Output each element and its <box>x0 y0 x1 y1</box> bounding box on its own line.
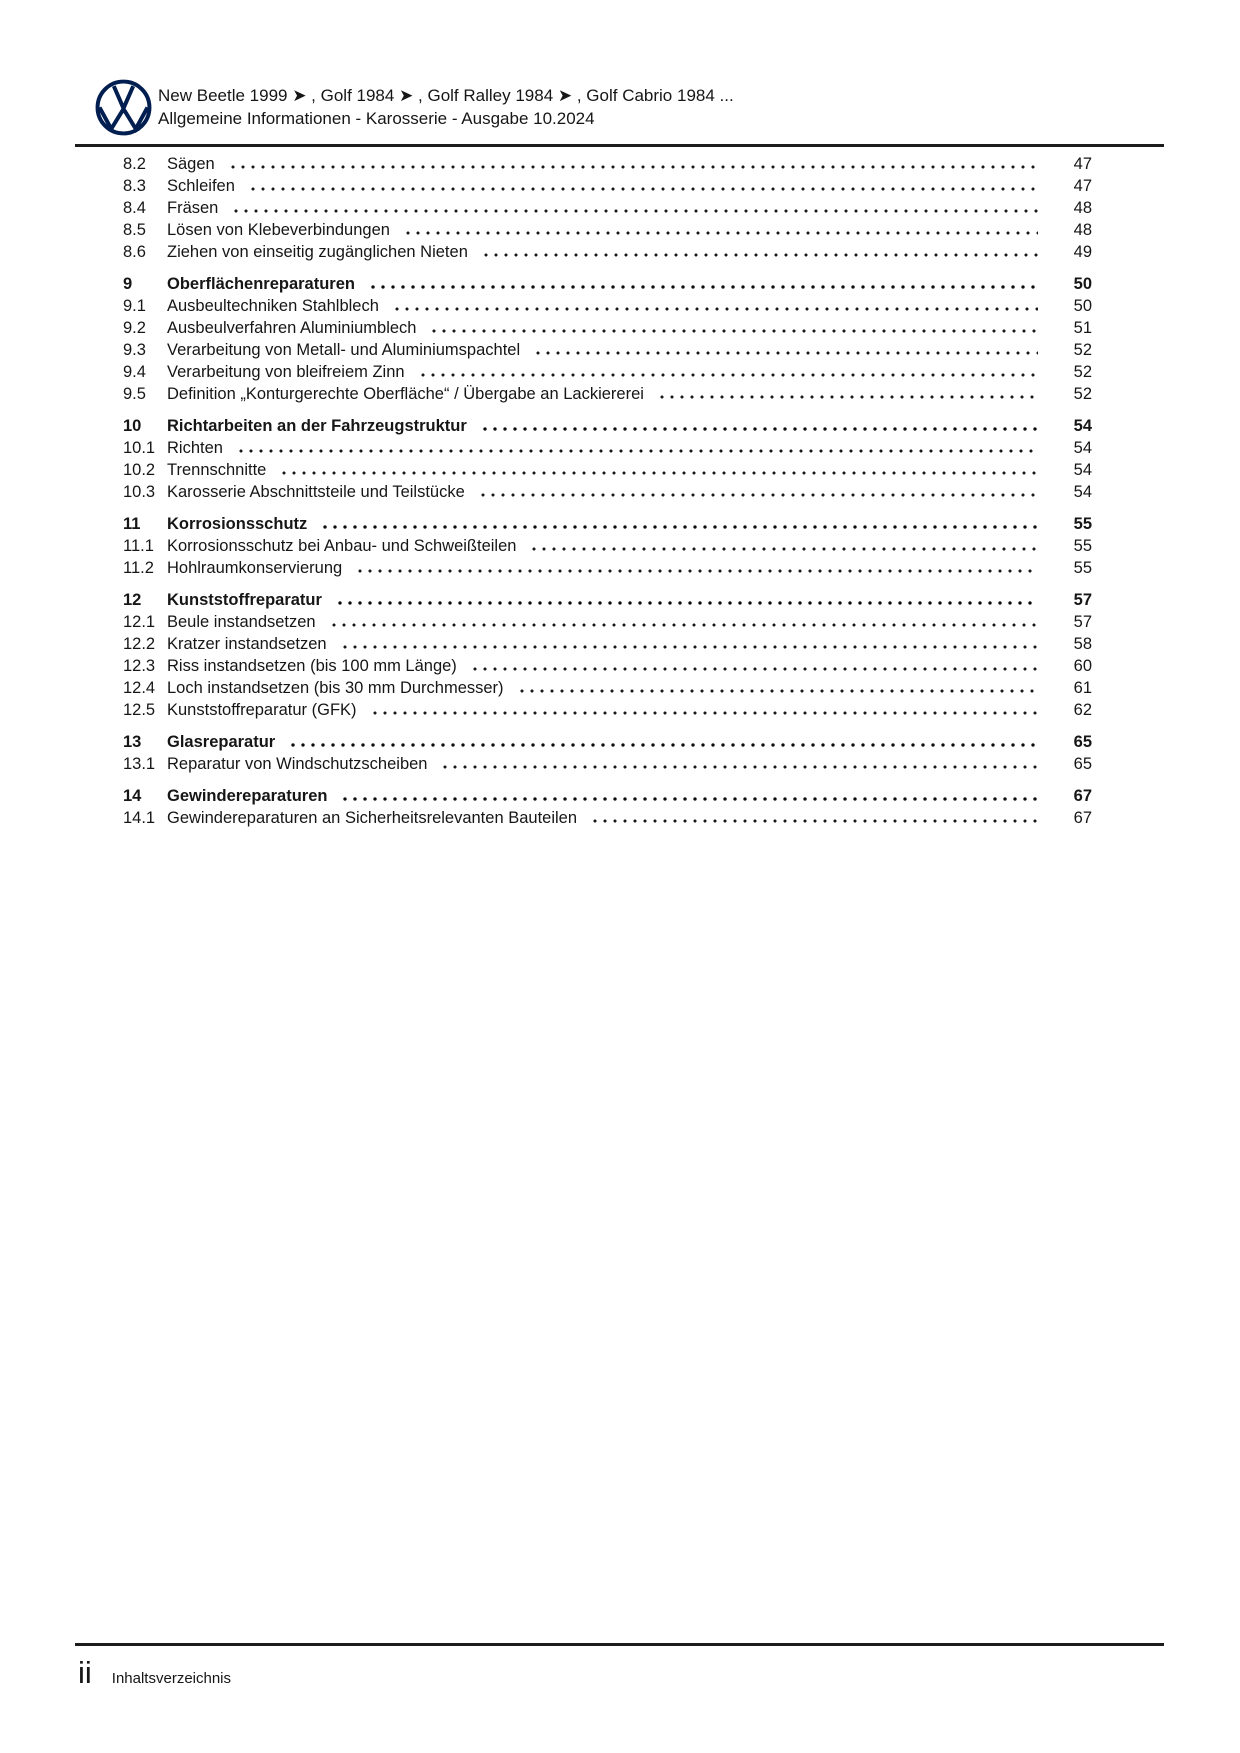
toc-entry-number: 9.4 <box>123 363 146 381</box>
toc-dot-leader <box>481 253 1038 257</box>
toc-entry-number: 13 <box>123 733 142 751</box>
toc-row <box>123 807 1092 829</box>
toc-row <box>123 361 1092 383</box>
toc-entry-number: 12.5 <box>123 701 156 719</box>
toc-entry-title: Definition „Konturgerechte Oberfläche“ / Übergabe an Lackiererei <box>167 385 644 403</box>
toc-entry-number: 10.1 <box>123 439 156 457</box>
toc-row <box>123 339 1092 361</box>
toc-entry-page: 55 <box>1073 559 1092 577</box>
toc-dot-leader <box>440 765 1038 769</box>
toc-row <box>123 633 1092 655</box>
toc-entry-page: 62 <box>1073 701 1092 719</box>
toc-dot-leader <box>470 667 1038 671</box>
toc-row <box>123 197 1092 219</box>
toc-entry-number: 12.1 <box>123 613 156 631</box>
toc-entry-page: 67 <box>1073 787 1092 805</box>
toc-entry-title: Fräsen <box>167 199 219 217</box>
toc-dot-leader <box>355 569 1038 573</box>
toc-entry-title: Riss instandsetzen (bis 100 mm Länge) <box>167 657 457 675</box>
toc-dot-leader <box>533 351 1038 355</box>
toc-entry-number: 11 <box>123 515 141 533</box>
toc-dot-leader <box>320 525 1038 529</box>
toc-entry-page: 52 <box>1073 341 1092 359</box>
toc-entry-number: 8.3 <box>123 177 146 195</box>
toc-row <box>123 481 1092 503</box>
toc-entry-page: 52 <box>1073 363 1092 381</box>
toc-entry-number: 12.3 <box>123 657 156 675</box>
toc-entry-title: Korrosionsschutz bei Anbau- und Schweißteilen <box>167 537 517 555</box>
toc-entry-page: 49 <box>1073 243 1092 261</box>
footer-section-label: Inhaltsverzeichnis <box>111 1670 232 1687</box>
toc-entry-page: 57 <box>1073 613 1092 631</box>
toc-entry-number: 12.2 <box>123 635 156 653</box>
toc-row <box>123 535 1092 557</box>
toc-row <box>123 753 1092 775</box>
toc-entry-title: Kunststoffreparatur (GFK) <box>167 701 357 719</box>
toc-dot-leader <box>517 689 1038 693</box>
toc-dot-leader <box>657 395 1038 399</box>
toc-entry-title: Gewindereparaturen an Sicherheitsrelevanten Bauteilen <box>167 809 578 827</box>
toc-entry-page: 61 <box>1073 679 1092 697</box>
toc-dot-leader <box>329 623 1038 627</box>
toc-entry-number: 8.5 <box>123 221 146 239</box>
toc-entry-number: 9.5 <box>123 385 146 403</box>
toc-entry-page: 50 <box>1073 297 1092 315</box>
toc-row <box>123 153 1092 175</box>
toc-entry-number: 8.6 <box>123 243 146 261</box>
toc-entry-page: 47 <box>1073 155 1092 173</box>
toc-dot-leader <box>429 329 1038 333</box>
toc-list <box>123 153 1092 829</box>
footer-page-number: ii <box>78 1655 92 1690</box>
toc-dot-leader <box>231 209 1038 213</box>
toc-row <box>123 513 1092 535</box>
toc-entry-title: Loch instandsetzen (bis 30 mm Durchmesser) <box>167 679 504 697</box>
toc-row <box>123 731 1092 753</box>
toc-dot-leader <box>340 797 1038 801</box>
toc-entry-title: Ausbeultechniken Stahlblech <box>167 297 379 315</box>
toc-row <box>123 273 1092 295</box>
toc-row <box>123 437 1092 459</box>
header-divider <box>75 144 1164 147</box>
toc-entry-title: Ausbeulverfahren Aluminiumblech <box>167 319 417 337</box>
header-subtitle-line: Allgemeine Informationen - Karosserie - Ausgabe 10.2024 <box>158 109 595 128</box>
toc-entry-title: Beule instandsetzen <box>167 613 316 631</box>
toc-dot-leader <box>248 187 1038 191</box>
toc-row <box>123 241 1092 263</box>
toc-entry-number: 8.4 <box>123 199 146 217</box>
toc-row <box>123 589 1092 611</box>
toc-entry-title: Glasreparatur <box>167 733 276 751</box>
toc-row <box>123 699 1092 721</box>
toc-dot-leader <box>368 285 1038 289</box>
toc-entry-page: 54 <box>1073 417 1092 435</box>
toc-entry-title: Richten <box>167 439 223 457</box>
vw-logo-icon <box>95 79 152 136</box>
footer-divider <box>75 1643 1164 1646</box>
toc-entry-page: 50 <box>1073 275 1092 293</box>
toc-row <box>123 611 1092 633</box>
toc-entry-number: 14.1 <box>123 809 156 827</box>
toc-entry-number: 9.1 <box>123 297 146 315</box>
header-text-block <box>158 84 734 130</box>
toc-entry-page: 52 <box>1073 385 1092 403</box>
toc-entry-title: Verarbeitung von bleifreiem Zinn <box>167 363 405 381</box>
toc-entry-number: 9 <box>123 275 133 293</box>
toc-entry-title: Kratzer instandsetzen <box>167 635 327 653</box>
toc-entry-number: 10.3 <box>123 483 156 501</box>
toc-entry-title: Schleifen <box>167 177 235 195</box>
toc-entry-title: Trennschnitte <box>167 461 267 479</box>
toc-entry-number: 9.3 <box>123 341 146 359</box>
toc-entry-page: 55 <box>1073 515 1092 533</box>
toc-entry-title: Oberflächenreparaturen <box>167 275 355 293</box>
toc-entry-page: 48 <box>1073 221 1092 239</box>
toc-entry-number: 10 <box>123 417 142 435</box>
toc-row <box>123 295 1092 317</box>
header-models-line: New Beetle 1999 ➤ , Golf 1984 ➤ , Golf Ralley 1984 ➤ , Golf Cabrio 1984 ... <box>158 86 734 105</box>
toc-dot-leader <box>480 427 1038 431</box>
toc-dot-leader <box>335 601 1038 605</box>
toc-entry-page: 65 <box>1073 755 1092 773</box>
toc-dot-leader <box>418 373 1038 377</box>
toc-dot-leader <box>279 471 1038 475</box>
toc-entry-page: 55 <box>1073 537 1092 555</box>
toc-row <box>123 655 1092 677</box>
toc-entry-page: 60 <box>1073 657 1092 675</box>
toc-entry-number: 8.2 <box>123 155 146 173</box>
toc-entry-page: 51 <box>1073 319 1092 337</box>
toc-entry-page: 57 <box>1073 591 1092 609</box>
toc-row <box>123 317 1092 339</box>
toc-entry-title: Verarbeitung von Metall- und Aluminiumspachtel <box>167 341 521 359</box>
toc-entry-title: Reparatur von Windschutzscheiben <box>167 755 428 773</box>
toc-entry-title: Richtarbeiten an der Fahrzeugstruktur <box>167 417 467 435</box>
toc-entry-title: Gewindereparaturen <box>167 787 328 805</box>
toc-dot-leader <box>529 547 1038 551</box>
toc-entry-page: 65 <box>1073 733 1092 751</box>
toc-row <box>123 219 1092 241</box>
toc-entry-title: Ziehen von einseitig zugänglichen Nieten <box>167 243 468 261</box>
toc-row <box>123 677 1092 699</box>
toc-entry-page: 48 <box>1073 199 1092 217</box>
toc-row <box>123 415 1092 437</box>
toc-entry-number: 12 <box>123 591 142 609</box>
toc-dot-leader <box>236 449 1038 453</box>
toc-row <box>123 175 1092 197</box>
toc-dot-leader <box>403 231 1038 235</box>
toc-row <box>123 785 1092 807</box>
toc-entry-title: Kunststoffreparatur <box>167 591 322 609</box>
toc-dot-leader <box>228 165 1038 169</box>
toc-entry-title: Karosserie Abschnittsteile und Teilstücke <box>167 483 465 501</box>
toc-entry-page: 54 <box>1073 461 1092 479</box>
toc-dot-leader <box>392 307 1038 311</box>
toc-entry-page: 67 <box>1073 809 1092 827</box>
toc-entry-number: 10.2 <box>123 461 156 479</box>
toc-row <box>123 557 1092 579</box>
toc-row <box>123 383 1092 405</box>
toc-entry-title: Sägen <box>167 155 215 173</box>
toc-dot-leader <box>590 819 1038 823</box>
toc-entry-number: 11.1 <box>123 537 154 555</box>
toc-entry-title: Korrosionsschutz <box>167 515 308 533</box>
toc-entry-number: 13.1 <box>123 755 156 773</box>
toc-entry-title: Lösen von Klebeverbindungen <box>167 221 390 239</box>
toc-entry-page: 58 <box>1073 635 1092 653</box>
toc-entry-number: 9.2 <box>123 319 146 337</box>
toc-entry-page: 47 <box>1073 177 1092 195</box>
toc-dot-leader <box>478 493 1038 497</box>
toc-entry-page: 54 <box>1073 439 1092 457</box>
toc-entry-title: Hohlraumkonservierung <box>167 559 343 577</box>
toc-entry-number: 12.4 <box>123 679 156 697</box>
toc-dot-leader <box>340 645 1038 649</box>
toc-entry-number: 14 <box>123 787 142 805</box>
toc-row <box>123 459 1092 481</box>
footer <box>78 1656 231 1690</box>
toc-dot-leader <box>288 743 1038 747</box>
toc-dot-leader <box>370 711 1038 715</box>
toc-entry-page: 54 <box>1073 483 1092 501</box>
toc-entry-number: 11.2 <box>123 559 154 577</box>
